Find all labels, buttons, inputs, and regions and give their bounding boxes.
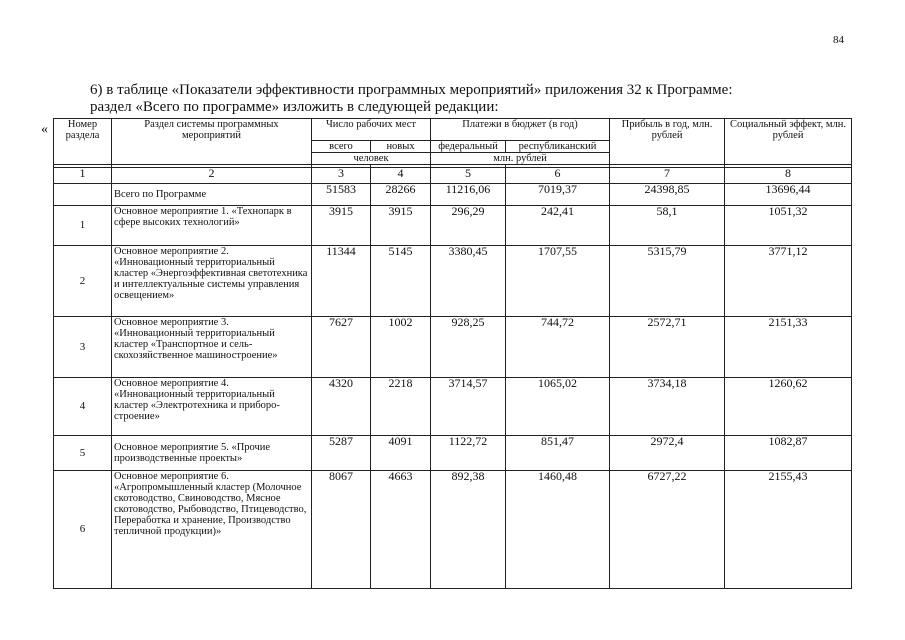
- column-number: 1: [54, 168, 112, 184]
- header-jobs-total: всего: [312, 141, 371, 153]
- row-number: 3: [54, 317, 112, 378]
- header-jobs: Число рабочих мест: [312, 119, 431, 141]
- column-number: 8: [725, 168, 852, 184]
- row-budget-republic: 242,41: [506, 206, 610, 246]
- row-budget-federal: 928,25: [431, 317, 506, 378]
- column-number: 2: [112, 168, 312, 184]
- header-budget: Платежи в бюджет (в год): [431, 119, 610, 141]
- row-profit: 5315,79: [610, 246, 725, 317]
- table-row: [54, 246, 852, 317]
- row-jobs-total: 3915: [312, 206, 371, 246]
- column-number: 4: [371, 168, 431, 184]
- row-jobs-total: 51583: [312, 184, 371, 206]
- row-budget-republic: 1707,55: [506, 246, 610, 317]
- row-budget-republic: 744,72: [506, 317, 610, 378]
- header-budget-federal: федеральный: [431, 141, 506, 153]
- row-jobs-new: 3915: [371, 206, 431, 246]
- row-number: 1: [54, 206, 112, 246]
- row-social: 2155,43: [725, 471, 852, 589]
- row-section: Основное мероприятие 6. «Агропромышленный кластер (Молочное скотоводство, Свиноводство, Мясное скотоводство, Рыбоводство, Птицеводство, Переработка и хранение, Производство тепличной продукции)»: [112, 471, 312, 589]
- page-number: 84: [833, 34, 844, 46]
- row-budget-federal: 892,38: [431, 471, 506, 589]
- row-social: 1082,87: [725, 436, 852, 471]
- header-section: Раздел системы программных мероприятий: [112, 119, 312, 165]
- row-jobs-new: 5145: [371, 246, 431, 317]
- row-profit: 58,1: [610, 206, 725, 246]
- row-jobs-new: 28266: [371, 184, 431, 206]
- table-row: [54, 436, 852, 471]
- column-number: 5: [431, 168, 506, 184]
- row-jobs-total: 11344: [312, 246, 371, 317]
- row-number: 2: [54, 246, 112, 317]
- row-number: 6: [54, 471, 112, 589]
- row-budget-federal: 1122,72: [431, 436, 506, 471]
- row-social: 1260,62: [725, 378, 852, 436]
- row-jobs-new: 4663: [371, 471, 431, 589]
- table-row: [54, 471, 852, 589]
- row-jobs-total: 8067: [312, 471, 371, 589]
- row-budget-federal: 3714,57: [431, 378, 506, 436]
- column-number-row: [54, 168, 852, 184]
- row-budget-federal: 11216,06: [431, 184, 506, 206]
- header-profit: Прибыль в год, млн. рублей: [610, 119, 725, 165]
- row-budget-republic: 7019,37: [506, 184, 610, 206]
- table-row: [54, 184, 852, 206]
- row-budget-republic: 1460,48: [506, 471, 610, 589]
- row-jobs-new: 4091: [371, 436, 431, 471]
- row-section: Основное мероприятие 4. «Инновационный территориальный кластер «Электротехника и приборо-строение»: [112, 378, 312, 436]
- table-row: [54, 378, 852, 436]
- header-budget-unit: млн. рублей: [431, 153, 610, 165]
- row-section: Основное мероприятие 2. «Инновационный территориальный кластер «Энергоэффективная светотехника и интеллектуальные системы управления освещением»: [112, 246, 312, 317]
- row-section: Основное мероприятие 3. «Инновационный территориальный кластер «Транспортное и сель-скохозяйственное машиностроение»: [112, 317, 312, 378]
- row-profit: 2572,71: [610, 317, 725, 378]
- row-jobs-total: 7627: [312, 317, 371, 378]
- row-budget-republic: 851,47: [506, 436, 610, 471]
- column-number: 3: [312, 168, 371, 184]
- row-section: Основное мероприятие 5. «Прочие производственные проекты»: [112, 436, 312, 471]
- row-number: 5: [54, 436, 112, 471]
- column-number: 6: [506, 168, 610, 184]
- opening-quote-mark: «: [41, 122, 48, 137]
- row-jobs-total: 4320: [312, 378, 371, 436]
- header-jobs-unit: человек: [312, 153, 431, 165]
- intro-line-2: раздел «Всего по программе» изложить в следующей редакции:: [90, 99, 499, 115]
- row-budget-republic: 1065,02: [506, 378, 610, 436]
- table-row: [54, 206, 852, 246]
- table-row: [54, 317, 852, 378]
- header-number: Номер раздела: [54, 119, 112, 165]
- header-jobs-new: новых: [371, 141, 431, 153]
- row-social: 1051,32: [725, 206, 852, 246]
- row-number: [54, 184, 112, 206]
- row-profit: 3734,18: [610, 378, 725, 436]
- header-social: Социальный эффект, млн. рублей: [725, 119, 852, 165]
- row-section: Всего по Программе: [112, 184, 312, 206]
- intro-line-1: 6) в таблице «Показатели эффективности программных мероприятий» приложения 32 к Программе:: [90, 82, 733, 98]
- column-number: 7: [610, 168, 725, 184]
- row-budget-federal: 296,29: [431, 206, 506, 246]
- row-social: 2151,33: [725, 317, 852, 378]
- efficiency-table: [53, 118, 852, 589]
- row-profit: 2972,4: [610, 436, 725, 471]
- row-social: 3771,12: [725, 246, 852, 317]
- row-jobs-new: 2218: [371, 378, 431, 436]
- row-budget-federal: 3380,45: [431, 246, 506, 317]
- row-section: Основное мероприятие 1. «Технопарк в сфере высоких технологий»: [112, 206, 312, 246]
- row-jobs-new: 1002: [371, 317, 431, 378]
- intro-text: [90, 82, 810, 116]
- row-social: 13696,44: [725, 184, 852, 206]
- header-row-1: [54, 119, 852, 141]
- row-jobs-total: 5287: [312, 436, 371, 471]
- row-profit: 6727,22: [610, 471, 725, 589]
- row-number: 4: [54, 378, 112, 436]
- row-profit: 24398,85: [610, 184, 725, 206]
- header-budget-republic: республиканский: [506, 141, 610, 153]
